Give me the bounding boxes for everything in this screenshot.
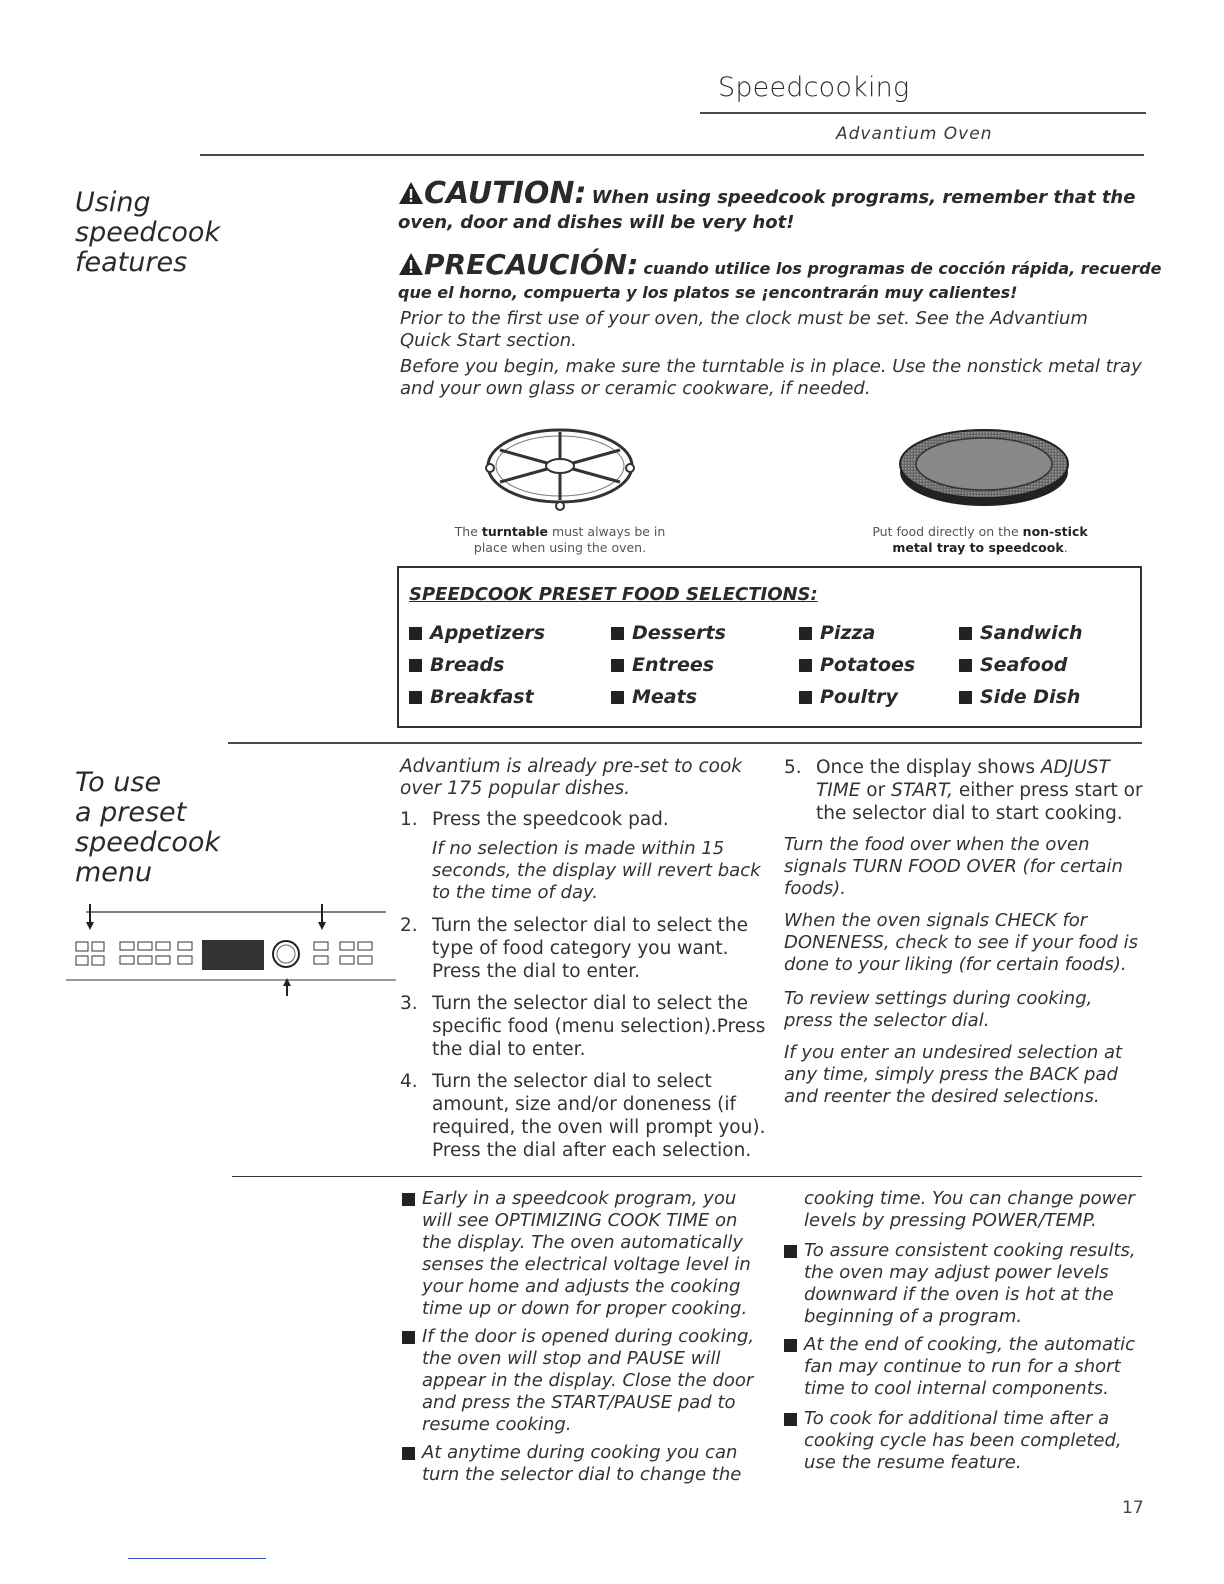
step-2: 2. Turn the selector dial to select the type of food category you want. Press the dial to enter. — [400, 915, 749, 982]
undesired-selection-note: If you enter an undesired selection at any time, simply press the BACK pad and reenter the desired selections. — [784, 1042, 1123, 1107]
doneness-note: When the oven signals CHECK for DONENESS, check to see if your food is done to your liking (for certain foods). — [784, 910, 1138, 975]
step-3: 3. Turn the selector dial to select the specific food (menu selection).Press the dial to enter. — [400, 993, 766, 1060]
caution-text-line2: oven, door and dishes will be very hot! — [398, 212, 795, 233]
turntable-caption: The turntable must always be in place when using the oven. — [454, 524, 666, 555]
turntable-illustration — [480, 420, 640, 516]
bullet-automatic-fan: At the end of cooking, the automatic fan may continue to run for a short time to cool internal components. — [784, 1334, 1144, 1400]
preset-item: Poultry — [799, 686, 898, 708]
precaucion-text-line2: que el horno, compuerta y los platos se ¡encontrarán muy calientes! — [398, 283, 1018, 302]
page-number: 17 — [1122, 1498, 1144, 1518]
caution-label: CAUTION: — [424, 176, 587, 211]
preset-intro: Advantium is already pre-set to cook over 175 popular dishes. — [400, 756, 742, 799]
section-rule-bottom — [232, 1176, 1142, 1177]
metal-tray-caption: Put food directly on the non-stick metal tray to speedcook. — [872, 524, 1088, 555]
preset-item: Potatoes — [799, 654, 915, 676]
clock-note: Prior to the first use of your oven, the clock must be set. See the Advantium Quick Start section. — [400, 308, 1088, 351]
step-4: 4. Turn the selector dial to select amount, size and/or doneness (if required, the oven will prompt you). Press the dial after each selection. — [400, 1071, 766, 1161]
footer-line — [128, 1558, 266, 1559]
step-1: 1. Press the speedcook pad. — [400, 809, 669, 830]
bullet-consistent-results: To assure consistent cooking results, the oven may adjust power levels downward if the oven is hot at the beginning of a program. — [784, 1240, 1144, 1328]
preset-selections-title: SPEEDCOOK PRESET FOOD SELECTIONS: — [409, 584, 818, 605]
precaucion-block — [398, 248, 1162, 305]
preset-item: Pizza — [799, 622, 875, 644]
bullet-change-time: At anytime during cooking you can turn the selector dial to change the — [402, 1442, 766, 1486]
review-settings-note: To review settings during cooking, press the selector dial. — [784, 988, 1093, 1031]
bullet-resume-feature: To cook for additional time after a cooking cycle has been completed, use the resume feature. — [784, 1408, 1144, 1474]
section-heading-preset-menu: To use a preset speedcook menu — [75, 767, 221, 888]
preset-item: Seafood — [959, 654, 1067, 676]
section-heading-using-speedcook: Using speedcook features — [75, 187, 221, 278]
step-5: 5. Once the display shows ADJUST TIME or START, either press start or the selector dial to start cooking. — [784, 757, 1143, 824]
preset-item: Sandwich — [959, 622, 1083, 644]
bullet-change-time-cont: cooking time. You can change power levels by pressing POWER/TEMP. — [804, 1188, 1135, 1231]
preset-item: Entrees — [611, 654, 714, 676]
turntable-note: Before you begin, make sure the turntable is in place. Use the nonstick metal tray and your own glass or ceramic cookware, if needed. — [400, 356, 1142, 399]
preset-item: Meats — [611, 686, 697, 708]
turn-food-note: Turn the food over when the oven signals TURN FOOD OVER (for certain foods). — [784, 834, 1123, 899]
precaucion-text: cuando utilice los programas de cocción rápida, recuerde — [643, 259, 1162, 278]
page-header-subtitle: Advantium Oven — [836, 124, 993, 144]
preset-item: Appetizers — [409, 622, 545, 644]
preset-item: Breads — [409, 654, 504, 676]
metal-tray-illustration — [896, 420, 1072, 512]
preset-selections-box — [397, 566, 1142, 728]
bullet-door-opened: If the door is opened during cooking, the oven will stop and PAUSE will appear in the display. Close the door and press the START/PAUSE pad to resume cooking. — [402, 1326, 766, 1436]
section-rule-top — [200, 154, 1144, 156]
preset-item: Breakfast — [409, 686, 534, 708]
precaucion-label: PRECAUCIÓN: — [424, 248, 639, 281]
control-panel-illustration — [66, 900, 396, 996]
step-1-note: If no selection is made within 15 seconds, the display will revert back to the time of day. — [432, 838, 761, 903]
section-rule-middle — [228, 742, 1142, 744]
caution-text: When using speedcook programs, remember that the — [591, 187, 1136, 208]
preset-item: Desserts — [611, 622, 726, 644]
caution-block — [398, 176, 1143, 235]
header-rule — [700, 112, 1146, 114]
preset-item: Side Dish — [959, 686, 1080, 708]
bullet-optimizing: Early in a speedcook program, you will see OPTIMIZING COOK TIME on the display. The oven automatically senses the electrical voltage level in your home and adjusts the cooking time up or down for proper cooking. — [402, 1188, 766, 1320]
page-header-title: Speedcooking — [718, 72, 910, 103]
warning-triangle-icon — [398, 181, 424, 205]
warning-triangle-icon — [398, 252, 424, 276]
